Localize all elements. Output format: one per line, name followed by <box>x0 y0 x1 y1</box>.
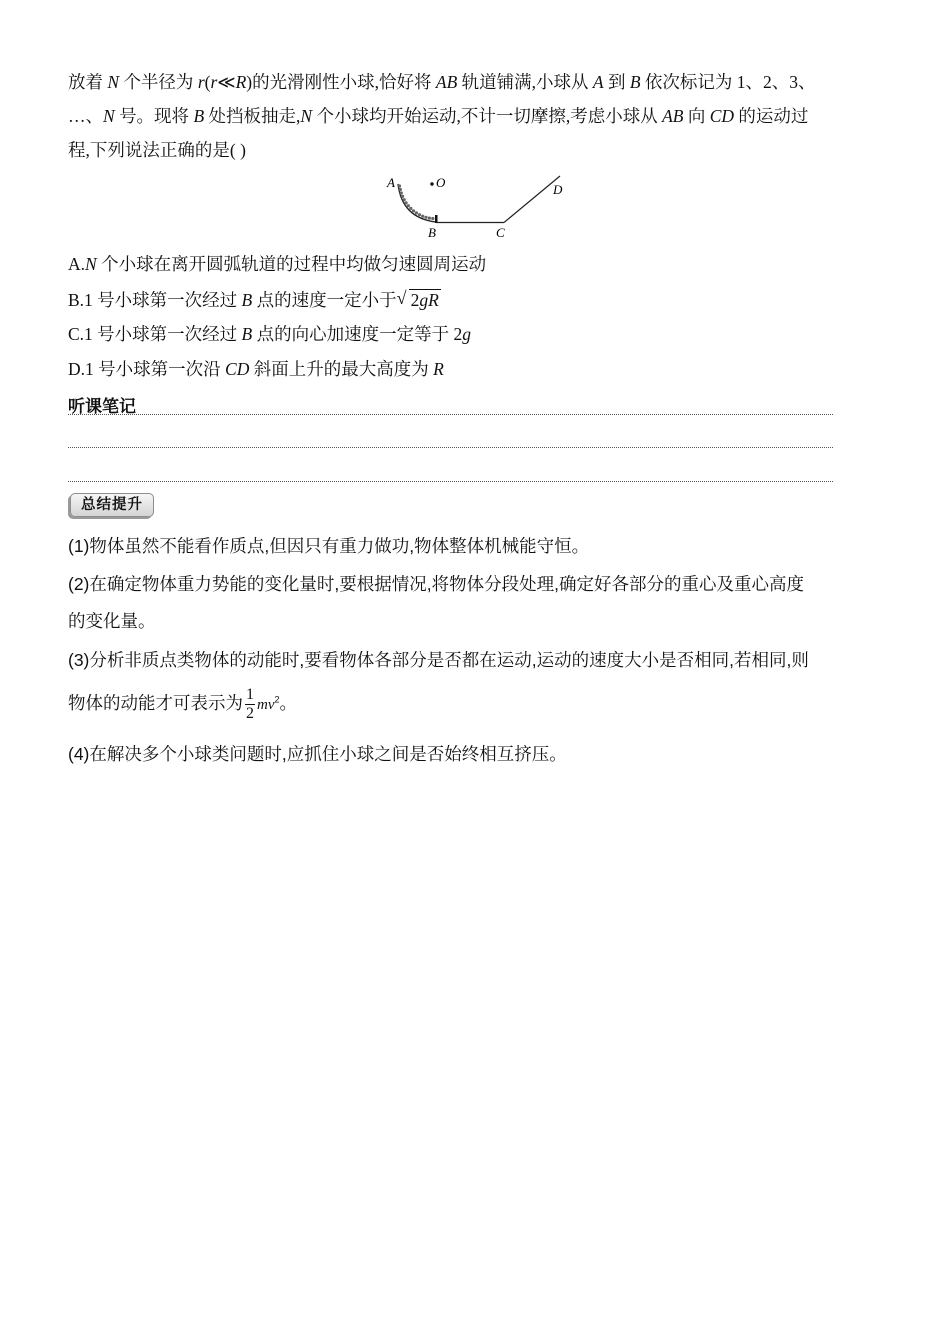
text: D.1 号小球第一次沿 <box>68 359 226 379</box>
text: A. <box>68 254 86 274</box>
notes-title: 听课笔记 <box>68 397 136 416</box>
text: 点的速度一定小于 <box>252 290 397 310</box>
denominator: 2 <box>246 705 254 722</box>
label-C: C <box>496 225 505 240</box>
var-R: R <box>428 290 439 310</box>
question-line-3: 程,下列说法正确的是( ) <box>68 140 246 160</box>
var-v: v <box>267 697 275 714</box>
text: ( <box>204 72 211 92</box>
text: 点的向心加速度一定等于 2 <box>252 324 463 344</box>
var-N: N <box>85 254 97 274</box>
point-O <box>430 182 433 185</box>
sqrt-expression <box>397 288 441 312</box>
question-line-1 <box>68 70 878 94</box>
label-A: A <box>387 175 395 190</box>
track-CD <box>504 176 560 223</box>
text: 轨道铺满,小球从 <box>457 72 593 92</box>
label-O: O <box>436 175 446 190</box>
sqrt-body <box>409 289 441 310</box>
var-R: R <box>433 359 444 379</box>
var-N: N <box>103 106 115 126</box>
exponent: 2 <box>274 694 280 705</box>
var-CD: CD <box>225 359 250 379</box>
summary-item-2-line-1: (2)在确定物体重力势能的变化量时,要根据情况,将物体分段处理,确定好各部分的重心及重心高度 <box>68 574 804 594</box>
text: 斜面上升的最大高度为 <box>249 359 434 379</box>
summary-item-3-line-1: (3)分析非质点类物体的动能时,要看物体各部分是否都在运动,运动的速度大小是否相同,若相同,则 <box>68 650 809 670</box>
note-line <box>68 414 833 415</box>
symbol: ≪ <box>217 72 236 92</box>
var-AB: AB <box>435 72 458 92</box>
note-line <box>68 447 833 448</box>
option-a <box>68 252 878 276</box>
label-B: B <box>428 225 436 240</box>
text: 处挡板抽走, <box>204 106 301 126</box>
radical-sign: √ <box>396 288 407 308</box>
summary-badge: 总结提升 <box>70 493 154 517</box>
option-c <box>68 322 878 346</box>
var-r: r <box>210 72 218 92</box>
text: 放着 <box>68 72 108 92</box>
text: B.1 号小球第一次经过 <box>68 290 242 310</box>
text: )的光滑刚性小球,恰好将 <box>246 72 436 92</box>
text: 个小球均开始运动,不计一切摩擦,考虑小球从 <box>312 106 663 126</box>
var-CD: CD <box>709 106 735 126</box>
summary-item-3-line-2 <box>68 686 297 723</box>
var-N: N <box>107 72 120 92</box>
summary-item-2-line-2: 的变化量。 <box>68 611 156 631</box>
var-A: A <box>592 72 604 92</box>
text: 物体的动能才可表示为 <box>68 693 243 714</box>
option-d <box>68 357 878 381</box>
fraction <box>245 686 255 723</box>
label-D: D <box>553 182 563 197</box>
text: 个半径为 <box>119 72 198 92</box>
var-N: N <box>300 106 313 126</box>
summary-item-1: (1)物体虽然不能看作质点,但因只有重力做功,物体整体机械能守恒。 <box>68 536 590 556</box>
var-g: g <box>462 324 471 344</box>
note-line <box>68 481 833 482</box>
var-AB: AB <box>662 106 684 126</box>
var-m: m <box>257 697 268 714</box>
text: 号。现将 <box>114 106 194 126</box>
arc-track <box>398 184 436 222</box>
text: 。 <box>279 693 298 714</box>
var-g: g <box>419 290 429 310</box>
question-line-2 <box>68 104 878 128</box>
var-r: r <box>197 72 205 92</box>
text: 向 <box>683 106 710 126</box>
var-B: B <box>241 290 253 310</box>
summary-item-4: (4)在解决多个小球类问题时,应抓住小球之间是否始终相互挤压。 <box>68 744 567 764</box>
text: 依次标记为 1、2、3、 <box>640 72 816 92</box>
text: 个小球在离开圆弧轨道的过程中均做匀速圆周运动 <box>96 254 487 274</box>
text: 的运动过 <box>734 106 809 126</box>
numerator: 1 <box>246 686 254 703</box>
var-B: B <box>629 72 641 92</box>
text: C.1 号小球第一次经过 <box>68 324 242 344</box>
baffle <box>435 215 438 223</box>
var-B: B <box>193 106 205 126</box>
var-B: B <box>241 324 253 344</box>
var-R: R <box>235 72 247 92</box>
track-diagram <box>380 172 580 244</box>
num: 2 <box>410 290 420 310</box>
text: …、 <box>68 106 103 126</box>
option-b <box>68 288 878 312</box>
text: 到 <box>603 72 630 92</box>
